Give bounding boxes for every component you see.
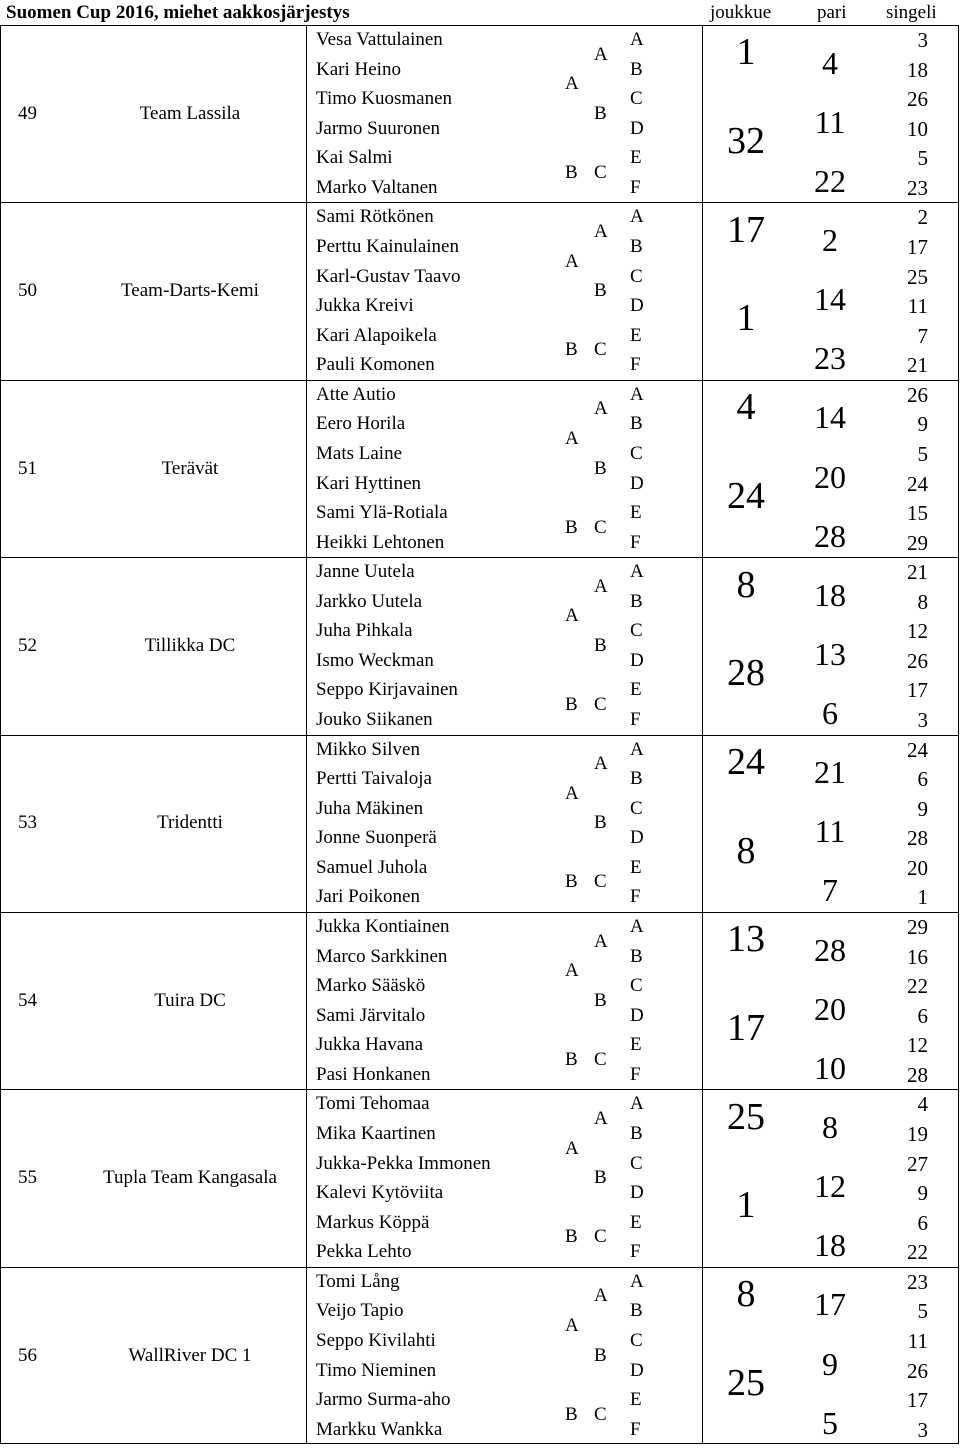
single-result: 17 [907, 678, 928, 703]
team-result: 4 [736, 386, 756, 429]
pair-label: A [594, 753, 608, 775]
team-result: 32 [727, 120, 765, 163]
single-label: E [630, 1034, 642, 1056]
player-name: Pauli Komonen [316, 354, 435, 376]
player-name: Marco Sarkkinen [316, 945, 448, 967]
player-name: Kari Alapoikela [316, 324, 437, 346]
single-label: B [630, 235, 643, 257]
single-result: 20 [907, 855, 928, 880]
pair-label: A [594, 43, 608, 65]
team-result: 17 [727, 1007, 765, 1050]
player-name: Pekka Lehto [316, 1241, 412, 1263]
single-label: A [630, 561, 644, 583]
pair-label: B [594, 102, 607, 124]
single-result: 9 [917, 796, 928, 821]
team-label: A [565, 427, 579, 449]
pair-result: 18 [814, 576, 846, 613]
pair-result: 7 [822, 872, 838, 909]
player-name: Mika Kaartinen [316, 1122, 436, 1144]
player-name: Jarmo Suuronen [316, 117, 441, 139]
player-name: Marko Sääskö [316, 975, 426, 997]
pair-result: 23 [814, 340, 846, 377]
team-number: 56 [18, 1344, 37, 1366]
single-result: 28 [907, 826, 928, 851]
player-name: Vesa Vattulainen [316, 29, 443, 50]
single-label: A [630, 1093, 644, 1115]
team-name: Tupla Team Kangasala [103, 1167, 277, 1189]
single-result: 9 [917, 1181, 928, 1206]
single-label: A [630, 1270, 644, 1292]
pair-label: A [594, 220, 608, 242]
team-label: B [565, 694, 578, 716]
single-label: B [630, 413, 643, 435]
team-result: 8 [736, 1273, 756, 1316]
team-label: B [565, 161, 578, 183]
single-label: A [630, 916, 644, 937]
team-number: 51 [18, 457, 37, 479]
pair-result: 21 [814, 754, 846, 791]
player-name: Jari Poikonen [316, 886, 420, 908]
player-name: Perttu Kainulainen [316, 235, 459, 257]
pair-result: 8 [822, 1108, 838, 1145]
team-result: 25 [727, 1095, 765, 1138]
team-label: B [565, 516, 578, 538]
player-name: Marko Valtanen [316, 176, 438, 198]
single-result: 19 [907, 1121, 928, 1146]
player-name: Karl-Gustav Taavo [316, 265, 461, 287]
player-name: Jukka Havana [316, 1034, 424, 1056]
single-label: A [630, 738, 644, 760]
player-name: Samuel Juhola [316, 856, 428, 878]
player-name: Pasi Honkanen [316, 1063, 431, 1085]
team-result: 17 [727, 208, 765, 251]
single-label: F [630, 176, 641, 198]
block-separator [0, 380, 959, 381]
pair-label: B [594, 280, 607, 302]
single-result: 18 [907, 57, 928, 82]
single-label: D [630, 295, 644, 317]
pair-result: 17 [814, 1286, 846, 1323]
frame-bottom [0, 1443, 959, 1444]
team-label: B [565, 871, 578, 893]
pair-label: C [594, 1226, 607, 1248]
single-result: 21 [907, 353, 928, 378]
team-number: 50 [18, 280, 37, 302]
player-name: Janne Uutela [316, 561, 415, 583]
team-name: Team Lassila [139, 102, 241, 124]
player-name: Sami Ylä-Rotiala [316, 502, 448, 524]
pair-result: 18 [814, 1227, 846, 1264]
header-team: joukkue [710, 2, 772, 23]
pair-result: 28 [814, 517, 846, 554]
player-name: Jukka Kreivi [316, 295, 414, 317]
single-label: E [630, 679, 642, 701]
player-name: Sami Rötkönen [316, 206, 434, 228]
player-name: Markku Wankka [316, 1418, 443, 1440]
player-name: Jarmo Surma-aho [316, 1389, 451, 1411]
team-label: A [565, 782, 579, 804]
pair-result: 5 [822, 1404, 838, 1441]
pair-label: B [594, 812, 607, 834]
pair-label: B [594, 1344, 607, 1366]
single-label: B [630, 768, 643, 790]
single-result: 5 [917, 1299, 928, 1324]
single-result: 7 [917, 323, 928, 348]
team-label: B [565, 1403, 578, 1425]
pair-result: 11 [814, 813, 846, 850]
team-number: 54 [18, 989, 37, 1011]
player-name: Jarkko Uutela [316, 590, 423, 612]
pair-label: C [594, 694, 607, 716]
single-result: 11 [907, 1328, 928, 1353]
single-result: 2 [917, 205, 928, 230]
player-name: Timo Nieminen [316, 1359, 437, 1381]
block-separator [0, 1089, 959, 1090]
single-result: 24 [907, 737, 928, 762]
player-name: Atte Autio [316, 383, 396, 405]
single-result: 12 [907, 1033, 928, 1058]
single-result: 3 [917, 708, 928, 733]
single-result: 16 [907, 944, 928, 969]
pair-label: C [594, 339, 607, 361]
team-result: 8 [736, 563, 756, 606]
single-result: 21 [907, 560, 928, 585]
pair-label: A [594, 1285, 608, 1307]
team-label: A [565, 960, 579, 982]
single-label: D [630, 117, 644, 139]
team-result: 1 [736, 297, 756, 340]
pair-label: A [594, 398, 608, 420]
single-result: 11 [907, 294, 928, 319]
single-result: 26 [907, 382, 928, 407]
team-number: 55 [18, 1167, 37, 1189]
single-result: 17 [907, 1388, 928, 1413]
single-result: 6 [917, 767, 928, 792]
single-label: C [630, 1329, 643, 1351]
single-result: 3 [917, 28, 928, 52]
player-name: Kari Heino [316, 58, 401, 80]
pair-result: 9 [822, 1345, 838, 1382]
team-result: 13 [727, 918, 765, 961]
player-name: Kari Hyttinen [316, 472, 422, 494]
single-label: C [630, 1152, 643, 1174]
team-label: B [565, 1226, 578, 1248]
single-result: 9 [917, 412, 928, 437]
pair-result: 11 [814, 103, 846, 140]
player-name: Timo Kuosmanen [316, 88, 453, 110]
player-name: Eero Horila [316, 413, 406, 435]
player-name: Seppo Kivilahti [316, 1329, 436, 1351]
header-single: singeli [886, 2, 937, 23]
pair-result: 20 [814, 458, 846, 495]
single-label: D [630, 1359, 644, 1381]
player-name: Jouko Siikanen [316, 709, 433, 731]
single-label: D [630, 827, 644, 849]
single-label: E [630, 1211, 642, 1233]
team-name: Tridentti [157, 812, 223, 834]
player-name: Kai Salmi [316, 147, 393, 169]
single-label: E [630, 324, 642, 346]
pair-result: 14 [814, 399, 846, 436]
single-label: F [630, 886, 641, 908]
single-result: 26 [907, 648, 928, 673]
team-result: 1 [736, 31, 756, 74]
pair-label: B [594, 1167, 607, 1189]
block-separator [0, 202, 959, 203]
team-result: 24 [727, 740, 765, 783]
single-result: 12 [907, 619, 928, 644]
team-number: 53 [18, 812, 37, 834]
player-name: Mikko Silven [316, 738, 420, 760]
pair-label: C [594, 161, 607, 183]
pair-label: B [594, 457, 607, 479]
single-label: D [630, 649, 644, 671]
player-name: Mats Laine [316, 442, 403, 464]
single-label: A [630, 29, 644, 50]
player-name: Kalevi Kytöviita [316, 1182, 444, 1204]
pair-label: C [594, 871, 607, 893]
player-name: Tomi Lång [316, 1270, 400, 1292]
player-name: Seppo Kirjavainen [316, 679, 458, 701]
pair-result: 13 [814, 635, 846, 672]
team-name: Team-Darts-Kemi [121, 280, 259, 302]
single-result: 5 [917, 146, 928, 171]
single-result: 29 [907, 530, 928, 555]
single-result: 26 [907, 1358, 928, 1383]
single-result: 3 [917, 1417, 928, 1442]
team-label: A [565, 250, 579, 272]
team-label: B [565, 1048, 578, 1070]
single-label: F [630, 709, 641, 731]
single-label: B [630, 1300, 643, 1322]
single-result: 22 [907, 974, 928, 999]
player-name: Juha Mäkinen [316, 797, 424, 819]
pair-result: 20 [814, 990, 846, 1027]
team-name: Tuira DC [154, 989, 226, 1011]
single-label: F [630, 1063, 641, 1085]
single-label: C [630, 620, 643, 642]
single-label: F [630, 1241, 641, 1263]
single-label: B [630, 590, 643, 612]
block-separator [0, 25, 959, 26]
single-result: 17 [907, 234, 928, 259]
single-label: B [630, 1122, 643, 1144]
pair-label: A [594, 575, 608, 597]
single-label: D [630, 472, 644, 494]
player-name: Ismo Weckman [316, 649, 434, 671]
team-result: 1 [736, 1184, 756, 1227]
single-result: 29 [907, 915, 928, 939]
single-result: 4 [917, 1092, 928, 1117]
pair-result: 10 [814, 1049, 846, 1086]
pair-result: 12 [814, 1168, 846, 1205]
single-label: C [630, 975, 643, 997]
team-label: A [565, 73, 579, 95]
player-name: Jukka-Pekka Immonen [316, 1152, 491, 1174]
single-result: 28 [907, 1062, 928, 1087]
block-separator [0, 557, 959, 558]
single-label: C [630, 265, 643, 287]
single-label: D [630, 1182, 644, 1204]
single-label: C [630, 797, 643, 819]
single-result: 27 [907, 1151, 928, 1176]
single-label: A [630, 206, 644, 228]
single-label: E [630, 1389, 642, 1411]
block-separator [0, 735, 959, 736]
single-result: 8 [917, 589, 928, 614]
player-name: Heikki Lehtonen [316, 531, 445, 553]
single-label: A [630, 383, 644, 405]
player-name: Veijo Tapio [316, 1300, 404, 1322]
single-label: B [630, 945, 643, 967]
page-title: Suomen Cup 2016, miehet aakkosjärjestys [6, 2, 350, 23]
pair-result: 22 [814, 162, 846, 199]
single-result: 6 [917, 1210, 928, 1235]
team-result: 8 [736, 829, 756, 872]
player-name: Sami Järvitalo [316, 1004, 426, 1026]
single-label: C [630, 88, 643, 110]
pair-result: 2 [822, 221, 838, 258]
single-result: 23 [907, 175, 928, 200]
pair-label: C [594, 1048, 607, 1070]
single-result: 24 [907, 471, 928, 496]
team-label: B [565, 339, 578, 361]
pair-result: 28 [814, 931, 846, 968]
pair-label: B [594, 989, 607, 1011]
single-result: 22 [907, 1240, 928, 1265]
pair-label: A [594, 930, 608, 952]
single-result: 1 [917, 885, 928, 910]
player-name: Markus Köppä [316, 1211, 430, 1233]
player-name: Jukka Kontiainen [316, 916, 450, 937]
single-label: E [630, 502, 642, 524]
team-label: A [565, 1314, 579, 1336]
pair-label: A [594, 1107, 608, 1129]
team-name: WallRiver DC 1 [128, 1344, 252, 1366]
block-separator [0, 1267, 959, 1268]
pair-label: C [594, 516, 607, 538]
team-label: A [565, 1137, 579, 1159]
single-result: 23 [907, 1269, 928, 1294]
single-label: C [630, 442, 643, 464]
player-name: Juha Pihkala [316, 620, 413, 642]
single-label: B [630, 58, 643, 80]
pair-result: 14 [814, 281, 846, 318]
header-pair: pari [817, 2, 847, 23]
single-label: D [630, 1004, 644, 1026]
pair-label: B [594, 634, 607, 656]
team-result: 28 [727, 652, 765, 695]
single-label: F [630, 1418, 641, 1440]
player-name: Jonne Suonperä [316, 827, 437, 849]
team-result: 25 [727, 1361, 765, 1404]
single-label: E [630, 147, 642, 169]
single-result: 25 [907, 264, 928, 289]
single-result: 15 [907, 501, 928, 526]
pair-result: 6 [822, 695, 838, 732]
single-label: F [630, 531, 641, 553]
block-separator [0, 912, 959, 913]
single-label: F [630, 354, 641, 376]
single-result: 26 [907, 87, 928, 112]
player-name: Pertti Taivaloja [316, 768, 432, 790]
single-result: 10 [907, 116, 928, 141]
team-name: Terävät [161, 457, 219, 479]
pair-label: C [594, 1403, 607, 1425]
player-name: Tomi Tehomaa [316, 1093, 430, 1115]
single-result: 6 [917, 1003, 928, 1028]
team-number: 52 [18, 634, 37, 656]
team-name: Tillikka DC [144, 634, 236, 656]
team-result: 24 [727, 474, 765, 517]
team-label: A [565, 605, 579, 627]
pair-result: 4 [822, 44, 838, 81]
team-number: 49 [18, 102, 37, 124]
single-result: 5 [917, 441, 928, 466]
single-label: E [630, 856, 642, 878]
